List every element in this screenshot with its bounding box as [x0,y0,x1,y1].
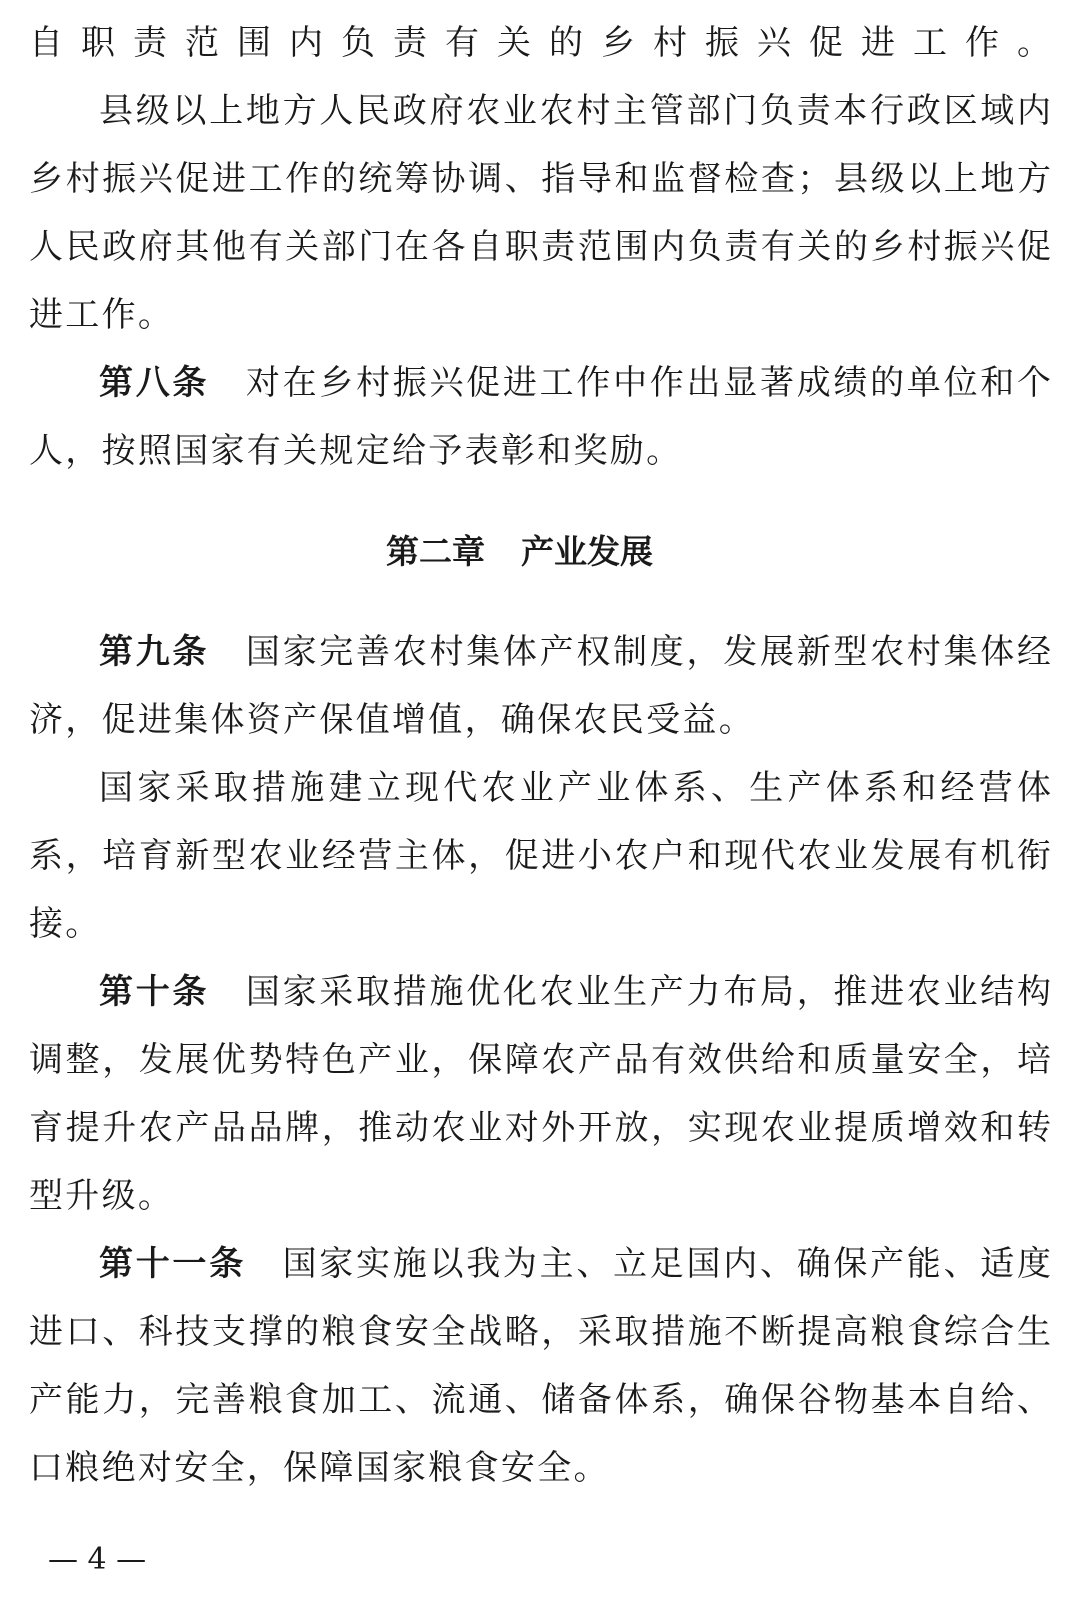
chapter-heading [386,527,653,577]
chapter-title: 产业发展 [521,532,653,571]
document-page: 自 职 责 范 围 内 负 责 有 关 的 乡 村 振 兴 促 进 工 作 。 县 级 以 上 地 方 人 民 政 府 农 业 农 村 主 管 部 门 负 责 本 行 政 区 域 内 乡 村 振 兴 促 进 工 作 的 统 筹 协 调 、 指 导 和 监 督 检 查 ； 县 级 以 上 地 方 人 民 政 府 其 他 有 关 部 门 在 各 自 职 责 范 围 内 负 责 有 关 的 乡 村 振 兴 促 进 工 作 。 第 八 条 对 在 乡 村 振 兴 促 进 工 作 中 作 出 显 著 成 绩 的 单 位 和 个 人 ， 按 照 国 家 有 关 规 定 给 予 表 彰 和 奖 励 。 第二章 产业发展 第 九 条 国 家 完 善 农 村 集 体 产 权 制 度 ， 发 展 新 型 农 村 集 体 经 济 ， 促 进 集 体 资 产 保 值 增 值 ， 确 保 农 民 受 益 。 国 家 采 取 措 施 建 立 现 代 农 业 产 业 体 系 、 生 产 体 系 和 经 营 体 系 ， 培 育 新 型 农 业 经 营 主 体 ， 促 进 小 农 户 和 现 代 农 业 发 展 有 机 衔 接 。 第 十 条 国 家 采 取 措 施 优 化 农 业 生 产 力 布 局 ， 推 进 农 业 结 构 调 整 ， 发 展 优 势 特 色 产 业 ， 保 障 农 产 品 有 效 供 给 和 质 量 安 全 ， 培 育 提 升 农 产 品 品 牌 ， 推 动 农 业 对 外 开 放 ， 实 现 农 业 提 质 增 效 和 转 型 升 级 。 第 十 一 条 国 家 实 施 以 我 为 主 、 立 足 国 内 、 确 保 产 能 、 适 度 进 口 、 科 技 支 撑 的 粮 食 安 全 战 略 ， 采 取 措 施 不 断 提 高 粮 食 综 合 生 产 能 力 ， 完 善 粮 食 加 工 、 流 通 、 储 备 体 系 ， 确 保 谷 物 基 本 自 给 、 口 粮 绝 对 安 全 ， 保 障 国 家 粮 食 安 全 。 — 4 — [0,0,1080,1597]
page-number: — 4 — [48,1542,147,1577]
chapter-number: 第二章 [386,532,485,571]
